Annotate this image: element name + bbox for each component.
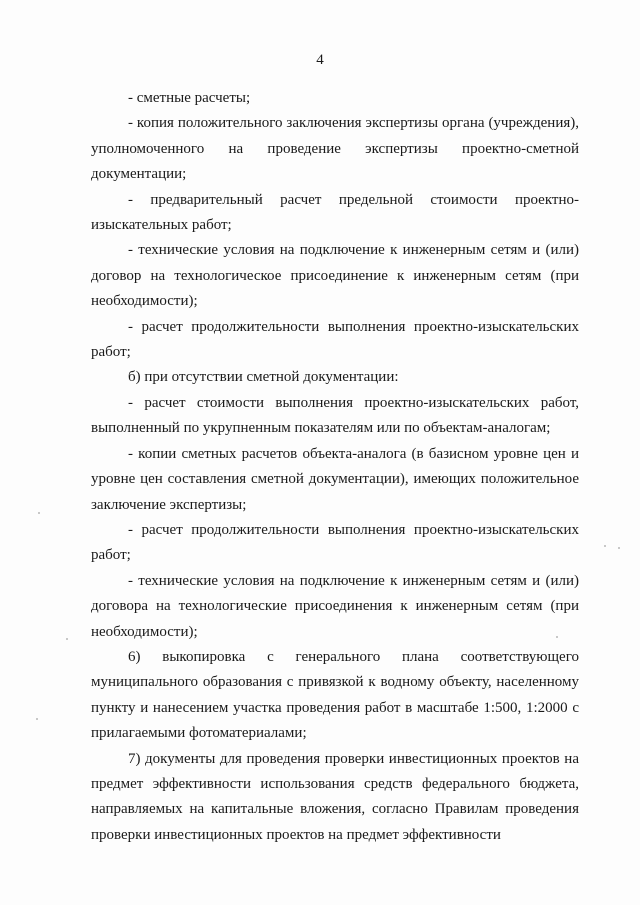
paragraph-technical-conditions-2: - технические условия на подключение к инженерным сетям и (или) договора на технологические присоединения к инженерным сетям (при необходимости); — [91, 572, 579, 640]
scan-speck — [556, 636, 558, 638]
document-body — [91, 86, 579, 848]
paragraph-analog-estimates: - копии сметных расчетов объекта-аналога (в базисном уровне цен и уровне цен составления сметной документации), имеющих положительное заключение экспертизы; — [91, 445, 579, 513]
paragraph-cost-calc: - расчет стоимости выполнения проектно-изыскательских работ, выполненный по укрупненным показателям или по объектам-аналогам; — [91, 394, 579, 437]
paragraph-item-6: 6) выкопировка с генерального плана соответствующего муниципального образования с привязкой к водному объекту, населенному пункту и нанесением участка проведения работ в масштабе 1:500, 1:2000 с прилагаемыми фотоматериалами; — [91, 648, 579, 742]
paragraph-item-7: 7) документы для проведения проверки инвестиционных проектов на предмет эффективности использования средств федерального бюджета, направляемых на капитальные вложения, согласно Правилам проведения проверки инвестиционных проектов на предмет эффективности — [91, 750, 579, 843]
paragraph-duration-calc: - расчет продолжительности выполнения проектно-изыскательских работ; — [91, 318, 579, 361]
paragraph-estimates: - сметные расчеты; — [128, 90, 251, 106]
paragraph-technical-conditions: - технические условия на подключение к инженерным сетям и (или) договор на технологическое присоединение к инженерным сетям (при необходимости); — [91, 242, 579, 310]
paragraph-no-estimate-heading: б) при отсутствии сметной документации: — [128, 369, 399, 386]
scan-speck — [66, 638, 68, 640]
paragraph-expertise-copy: - копия положительного заключения экспертизы органа (учреждения), уполномоченного на проведение экспертизы проектно-сметной документации; — [91, 115, 579, 183]
paragraph-preliminary-calc: - предварительный расчет предельной стоимости проектно-изыскательных работ; — [91, 191, 579, 234]
paragraph-duration-calc-2: - расчет продолжительности выполнения проектно-изыскательских работ; — [91, 521, 579, 564]
scan-speck — [36, 718, 38, 720]
scan-speck — [604, 545, 606, 547]
page-number: 4 — [316, 52, 324, 68]
scan-speck — [618, 547, 620, 549]
scan-speck — [38, 512, 40, 514]
